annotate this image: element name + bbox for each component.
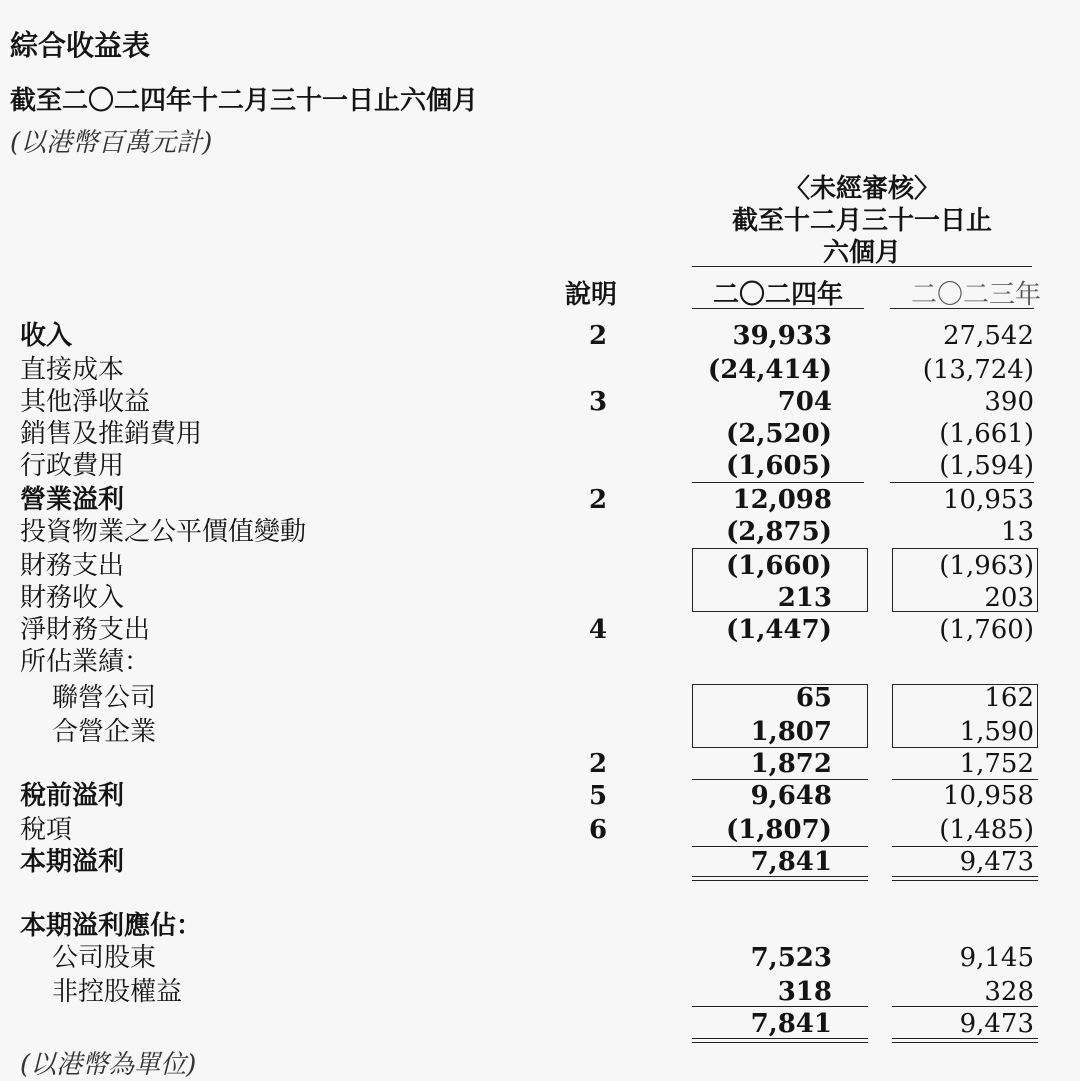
table-row [0, 354, 1080, 386]
table-row [0, 1008, 1080, 1040]
value-prior-year: (1,963) [939, 551, 1034, 581]
value-prior-year: (1,594) [939, 451, 1034, 481]
row-label: 本期溢利 [20, 847, 125, 877]
value-prior-year: (1,760) [939, 615, 1034, 645]
value-prior-year: 9,473 [959, 1009, 1034, 1039]
row-label: 直接成本 [20, 355, 125, 385]
value-current-year: (1,660) [725, 551, 832, 581]
row-label: 財務支出 [20, 551, 125, 581]
row-label: 合營企業 [52, 717, 157, 747]
row-label: 非控股權益 [52, 977, 183, 1007]
value-current-year: 12,098 [732, 485, 832, 515]
table-row [0, 976, 1080, 1008]
value-current-year: 65 [795, 683, 832, 713]
share-results-box-prior [892, 684, 1038, 748]
row-label: 銷售及推銷費用 [20, 419, 203, 449]
table-row [0, 910, 1080, 942]
row-label: 收入 [20, 321, 73, 351]
value-current-year: (1,605) [725, 451, 832, 481]
current-year-header: 二〇二四年 [712, 280, 843, 310]
finance-box-prior [892, 548, 1038, 612]
row-label: 財務收入 [20, 583, 125, 613]
current-header-rule [692, 308, 864, 309]
unit-note-bottom: (以港幣為單位) [20, 1050, 197, 1080]
subtotal-rule-current [692, 482, 864, 483]
value-prior-year: 203 [984, 583, 1034, 613]
value-current-year: 7,523 [750, 943, 832, 973]
header-rule [692, 266, 1032, 267]
subtotal-rule-prior [890, 482, 1034, 483]
row-label: 稅項 [20, 815, 73, 845]
table-row [0, 780, 1080, 812]
profit-rule-current [692, 846, 868, 847]
statement-title: 綜合收益表 [10, 29, 151, 62]
row-label: 其他淨收益 [20, 387, 151, 417]
row-note: 6 [588, 815, 608, 845]
table-row [0, 646, 1080, 678]
profit-double-rule-prior [892, 876, 1038, 881]
value-prior-year: 390 [984, 387, 1034, 417]
row-note: 4 [588, 615, 608, 645]
value-current-year: 318 [777, 977, 832, 1007]
unit-note-top: (以港幣百萬元計) [10, 128, 213, 158]
table-row [0, 516, 1080, 548]
value-prior-year: (13,724) [922, 355, 1034, 385]
value-current-year: 9,648 [750, 781, 832, 811]
value-current-year: (2,520) [725, 419, 832, 449]
value-current-year: (2,875) [725, 517, 832, 547]
row-note: 2 [588, 485, 608, 515]
value-current-year: (1,807) [725, 815, 832, 845]
attrib-rule-prior [892, 1006, 1038, 1007]
value-current-year: 213 [777, 583, 832, 613]
profit-rule-prior [892, 846, 1038, 847]
subtotal-rule-prior-2 [892, 779, 1038, 780]
row-label: 聯營公司 [52, 683, 157, 713]
row-note: 3 [588, 387, 608, 417]
value-current-year: 1,872 [750, 749, 832, 779]
value-prior-year: 1,752 [959, 749, 1034, 779]
table-row [0, 748, 1080, 780]
prior-year-header: 二〇二三年 [910, 280, 1041, 310]
row-label: 本期溢利應佔： [20, 911, 203, 941]
attrib-double-rule-prior [892, 1038, 1038, 1043]
row-label: 行政費用 [20, 451, 125, 481]
table-row [0, 386, 1080, 418]
attrib-double-rule-current [692, 1038, 868, 1043]
table-row [0, 450, 1080, 482]
row-note: 5 [588, 781, 608, 811]
value-current-year: 704 [777, 387, 832, 417]
table-row [0, 418, 1080, 450]
row-label: 營業溢利 [20, 485, 125, 515]
value-prior-year: 9,145 [959, 943, 1034, 973]
value-prior-year: 10,958 [943, 781, 1034, 811]
value-prior-year: 162 [984, 683, 1034, 713]
period-subtitle: 截至二〇二四年十二月三十一日止六個月 [10, 86, 479, 116]
row-label: 稅前溢利 [20, 781, 125, 811]
profit-double-rule-current [692, 876, 868, 881]
row-note: 2 [588, 321, 608, 351]
value-current-year: 39,933 [732, 321, 832, 351]
period-header-months: 六個月 [822, 238, 901, 268]
subtotal-rule-current-2 [692, 779, 868, 780]
value-prior-year: 13 [1000, 517, 1034, 547]
row-label: 投資物業之公平價值變動 [20, 517, 307, 547]
value-prior-year: 10,953 [943, 485, 1034, 515]
value-current-year: (1,447) [725, 615, 832, 645]
row-label: 公司股東 [52, 943, 157, 973]
value-prior-year: (1,485) [939, 815, 1034, 845]
share-results-box-current [692, 684, 868, 748]
table-row [0, 320, 1080, 352]
value-current-year: (24,414) [707, 355, 832, 385]
value-prior-year: (1,661) [939, 419, 1034, 449]
value-prior-year: 328 [984, 977, 1034, 1007]
table-row [0, 814, 1080, 846]
value-prior-year: 1,590 [959, 717, 1034, 747]
attrib-rule-current [692, 1006, 868, 1007]
prior-header-rule [890, 308, 1034, 309]
unaudited-label: 〈未經審核〉 [783, 174, 940, 204]
value-prior-year: 9,473 [959, 847, 1034, 877]
row-label: 淨財務支出 [20, 615, 151, 645]
row-note: 2 [588, 749, 608, 779]
table-row [0, 846, 1080, 878]
value-current-year: 7,841 [750, 847, 832, 877]
period-header-line: 截至十二月三十一日止 [731, 206, 992, 236]
table-row [0, 942, 1080, 974]
value-current-year: 1,807 [750, 717, 832, 747]
table-row [0, 484, 1080, 516]
finance-box-current [692, 548, 868, 612]
note-column-header: 說明 [565, 280, 618, 310]
value-prior-year: 27,542 [943, 321, 1034, 351]
table-row [0, 614, 1080, 646]
value-current-year: 7,841 [750, 1009, 832, 1039]
row-label: 所佔業績： [20, 647, 151, 677]
